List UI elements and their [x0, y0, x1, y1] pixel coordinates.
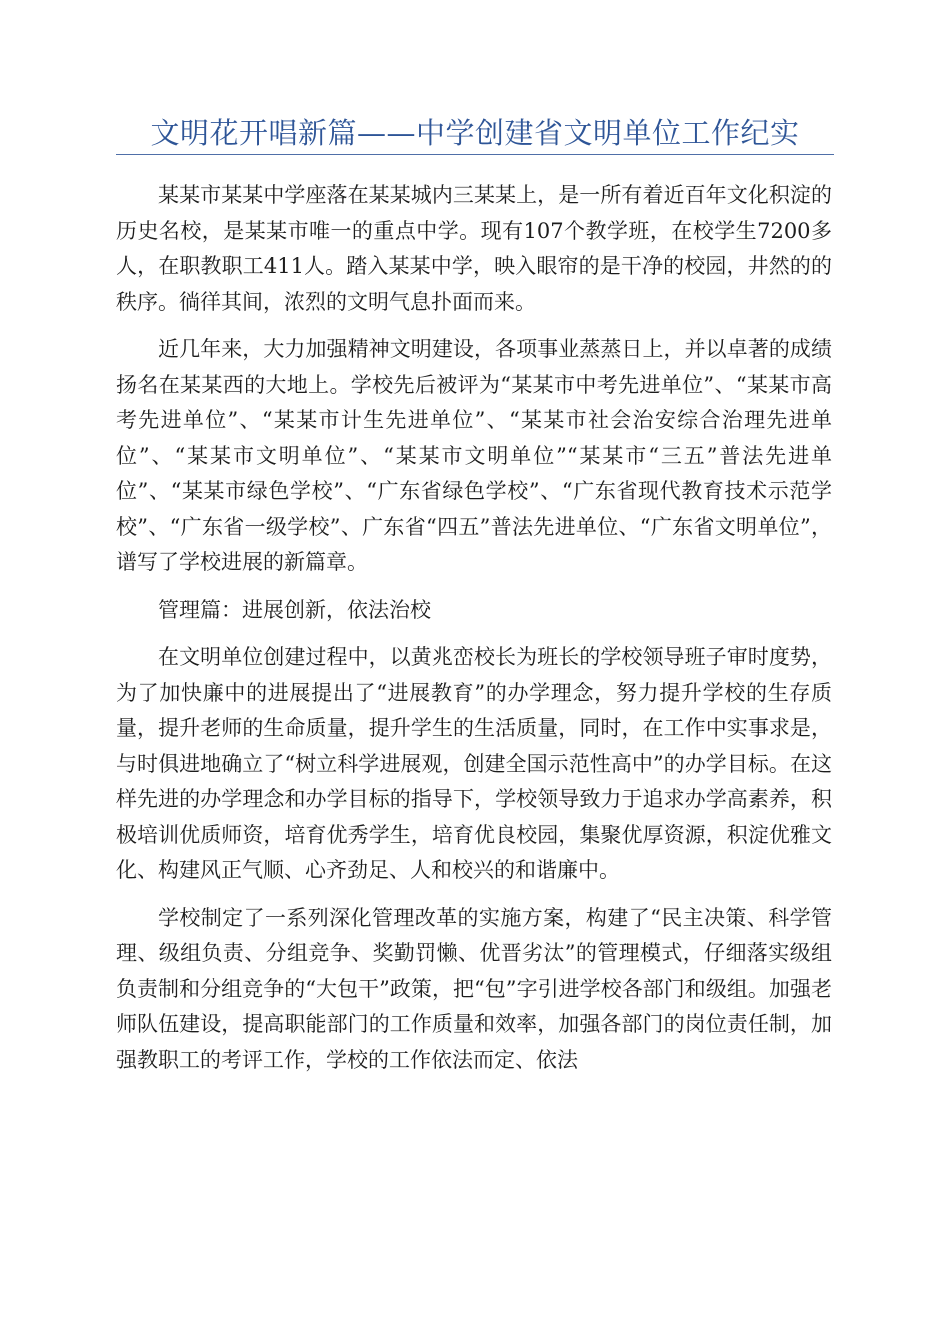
- title-block: [116, 112, 834, 155]
- document-body: [116, 178, 832, 1090]
- paragraph-reform: 学校制定了一系列深化管理改革的实施方案，构建了“民主决策、科学管理、级组负责、分组竞争、奖勤罚懒、优晋劣汰”的管理模式，仔细落实级组负责制和分组竞争的“大包干”政策，把“包”字引进学校各部门和级组。加强老师队伍建设，提高职能部门的工作质量和效率，加强各部门的岗位责任制，加强教职工的考评工作，学校的工作依法而定、依法: [116, 905, 832, 1072]
- paragraph-leadership: 在文明单位创建过程中，以黄兆峦校长为班长的学校领导班子审时度势，为了加快廉中的进展提出了“进展教育”的办学理念，努力提升学校的生存质量，提升老师的生命质量，提升学生的生活质量，同时，在工作中实事求是，与时俱进地确立了“树立科学进展观，创建全国示范性高中”的办学目标。在这样先进的办学理念和办学目标的指导下，学校领导致力于追求办学高素养，积极培训优质师资，培育优秀学生，培育优良校园，集聚优厚资源，积淀优雅文化、构建风正气顺、心齐劲足、人和校兴的和谐廉中。: [116, 645, 832, 882]
- section-heading-management: 管理篇：进展创新，依法治校: [158, 597, 431, 622]
- paragraph-honors: 近几年来，大力加强精神文明建设，各项事业蒸蒸日上，并以卓著的成绩扬名在某某西的大地上。学校先后被评为“某某市中考先进单位”、“某某市高考先进单位”、“某某市计生先进单位”、“某某市社会治安综合治理先进单位”、“某某市文明单位”、“某某市文明单位”“某某市“三五”普法先进单位”、“某某市绿色学校”、“广东省绿色学校”、“广东省现代教育技术示范学校”、“广东省一级学校”、广东省“四五”普法先进单位、“广东省文明单位”，谱写了学校进展的新篇章。: [116, 337, 832, 574]
- paragraph-intro: 某某市某某中学座落在某某城内三某某上，是一所有着近百年文化积淀的历史名校，是某某市唯一的重点中学。现有107个教学班，在校学生7200多人，在职教职工411人。踏入某某中学，映入眼帘的是干净的校园，井然的的秩序。徜徉其间，浓烈的文明气息扑面而来。: [116, 183, 832, 314]
- document-title: 文明花开唱新篇——中学创建省文明单位工作纪实: [150, 116, 800, 150]
